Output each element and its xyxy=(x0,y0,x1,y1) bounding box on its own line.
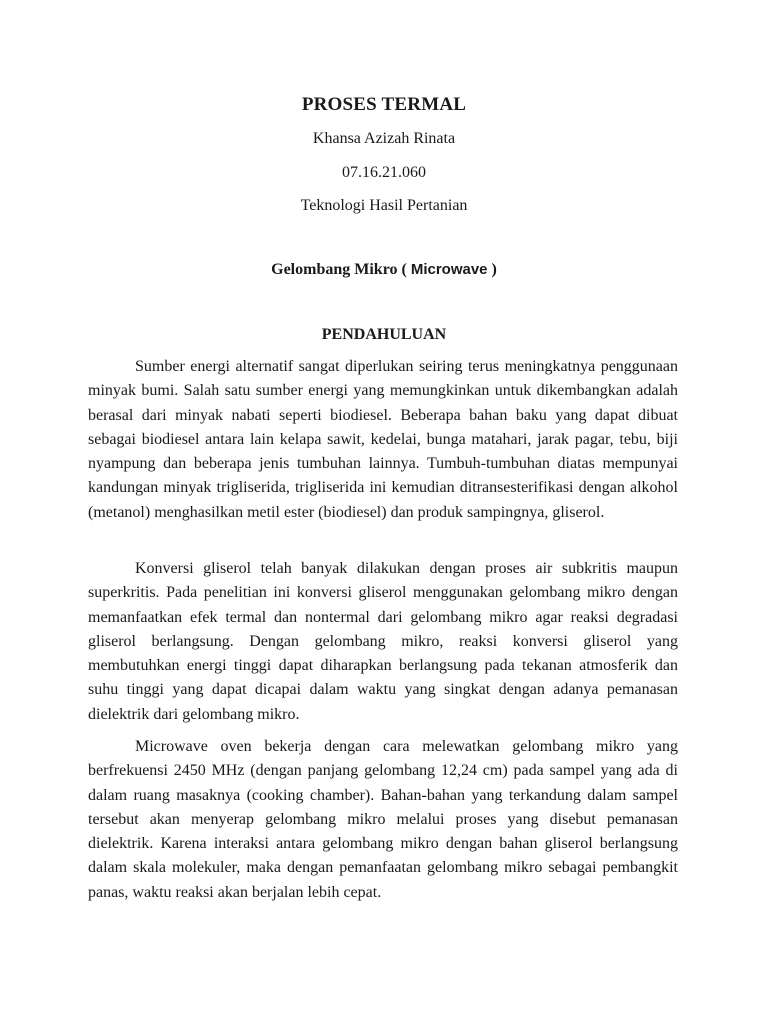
document-title: PROSES TERMAL xyxy=(301,94,467,115)
section-heading: PENDAHULUAN xyxy=(321,326,447,343)
paragraph-block xyxy=(88,557,678,727)
author-name: Khansa Azizah Rinata xyxy=(312,130,456,147)
body-paragraph: Sumber energi alternatif sangat diperlukan seiring terus meningkatnya penggunaan minyak bumi. Salah satu sumber energi yang memungkinkan untuk dikembangkan adalah berasal dari minyak nabati seperti biodiesel. Beberapa bahan baku yang dapat dibuat sebagai biodiesel antara lain kelapa sawit, kedelai, bunga matahari, jarak pagar, tebu, biji nyampung dan beberapa jenis tumbuhan lainnya. Tumbuh-tumbuhan diatas mempunyai kandungan minyak trigliserida, trigliserida ini kemudian ditransesterifikasi dengan alkohol (metanol) menghasilkan metil ester (biodiesel) dan produk sampingnya, gliserol. xyxy=(88,358,678,521)
body-paragraph: Konversi gliserol telah banyak dilakukan dengan proses air subkritis maupun superkritis. Pada penelitian ini konversi gliserol menggunakan gelombang mikro dengan memanfaatkan efek termal dan nontermal dari gelombang mikro agar reaksi degradasi gliserol berlangsung. Dengan gelombang mikro, reaksi konversi gliserol yang membutuhkan energi tinggi dapat diharapkan berlangsung pada tekanan atmosferik dan suhu tinggi yang dapat dicapai dalam waktu yang singkat dengan adanya pemanasan dielektrik dari gelombang mikro. xyxy=(88,560,678,723)
paragraph-block xyxy=(88,735,678,905)
body-paragraph: Microwave oven bekerja dengan cara melewatkan gelombang mikro yang berfrekuensi 2450 MHz (dengan panjang gelombang 12,24 cm) pada sampel yang ada di dalam ruang masaknya (cooking chamber). Bahan-bahan yang terkandung dalam sampel tersebut akan menyerap gelombang mikro melalui proses yang disebut pemanasan dielektrik. Karena interaksi antara gelombang mikro dengan bahan gliserol berlangsung dalam skala molekuler, maka dengan pemanfaatan gelombang mikro sebagai pembangkit panas, waktu reaksi akan berjalan lebih cepat. xyxy=(88,738,678,901)
subtitle-term: Microwave xyxy=(410,261,488,278)
student-id: 07.16.21.060 xyxy=(342,164,426,181)
topic-subtitle xyxy=(0,261,768,279)
paragraph-block xyxy=(88,355,678,525)
department: Teknologi Hasil Pertanian xyxy=(300,197,468,214)
subtitle-suffix: ) xyxy=(487,261,497,278)
subtitle-prefix: Gelombang Mikro ( xyxy=(271,261,411,278)
